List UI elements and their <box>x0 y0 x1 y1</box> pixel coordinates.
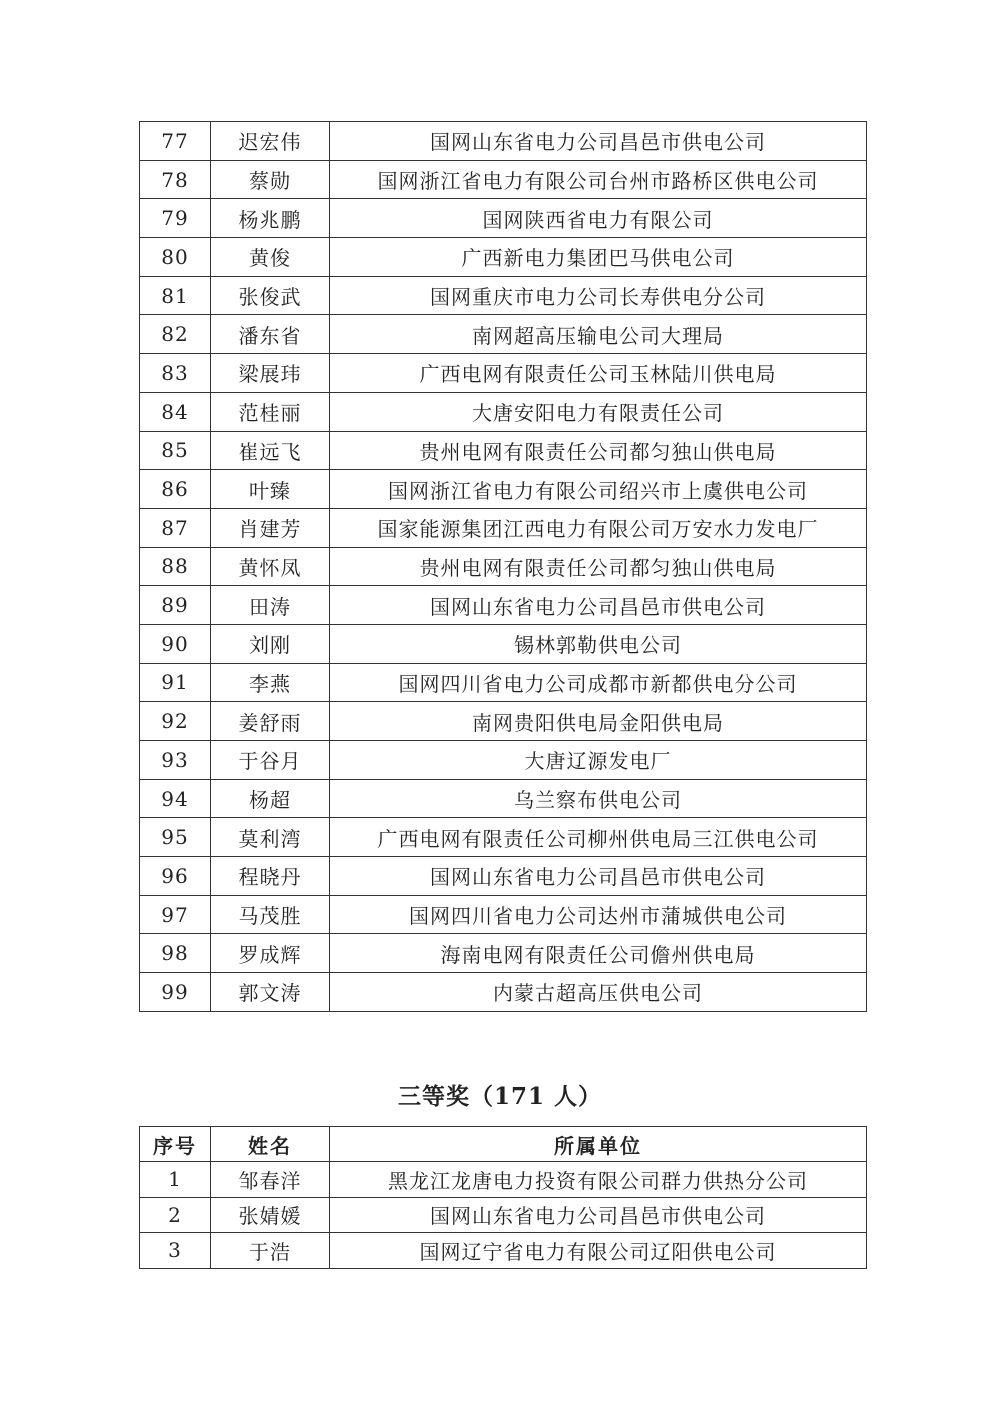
row-name: 刘刚 <box>211 624 330 663</box>
row-unit: 广西电网有限责任公司柳州供电局三江供电公司 <box>330 818 867 857</box>
row-unit: 黑龙江龙唐电力投资有限公司群力供热分公司 <box>330 1162 867 1198</box>
row-name: 叶臻 <box>211 470 330 509</box>
row-index: 90 <box>140 624 211 663</box>
table-row <box>140 508 867 547</box>
row-name: 潘东省 <box>211 315 330 354</box>
row-name: 邹春洋 <box>211 1162 330 1198</box>
row-unit: 国网陕西省电力有限公司 <box>330 199 867 238</box>
row-name: 肖建芳 <box>211 508 330 547</box>
row-unit: 国网重庆市电力公司长寿供电分公司 <box>330 276 867 315</box>
row-name: 姜舒雨 <box>211 702 330 741</box>
row-unit: 大唐辽源发电厂 <box>330 741 867 780</box>
row-unit: 内蒙古超高压供电公司 <box>330 973 867 1012</box>
table-row <box>140 934 867 973</box>
row-name: 李燕 <box>211 663 330 702</box>
row-name: 莫利湾 <box>211 818 330 857</box>
row-unit: 国网山东省电力公司昌邑市供电公司 <box>330 122 867 161</box>
row-index: 99 <box>140 973 211 1012</box>
third-prize-table-header <box>140 1127 867 1162</box>
row-unit: 南网贵阳供电局金阳供电局 <box>330 702 867 741</box>
table-row <box>140 199 867 238</box>
row-unit: 大唐安阳电力有限责任公司 <box>330 392 867 431</box>
row-index: 87 <box>140 508 211 547</box>
row-index: 78 <box>140 160 211 199</box>
table-row <box>140 1197 867 1233</box>
row-unit: 国家能源集团江西电力有限公司万安水力发电厂 <box>330 508 867 547</box>
header-index: 序号 <box>140 1127 211 1162</box>
table-row <box>140 624 867 663</box>
row-unit: 国网山东省电力公司昌邑市供电公司 <box>330 1197 867 1233</box>
table-row <box>140 392 867 431</box>
table-row <box>140 857 867 896</box>
row-index: 88 <box>140 547 211 586</box>
row-index: 2 <box>140 1197 211 1233</box>
row-unit: 国网山东省电力公司昌邑市供电公司 <box>330 586 867 625</box>
table-row <box>140 354 867 393</box>
row-unit: 国网浙江省电力有限公司台州市路桥区供电公司 <box>330 160 867 199</box>
row-index: 98 <box>140 934 211 973</box>
row-name: 梁展玮 <box>211 354 330 393</box>
row-index: 80 <box>140 238 211 277</box>
row-unit: 锡林郭勒供电公司 <box>330 624 867 663</box>
table-row <box>140 1162 867 1198</box>
table-row <box>140 586 867 625</box>
row-unit: 国网山东省电力公司昌邑市供电公司 <box>330 857 867 896</box>
row-name: 张婧媛 <box>211 1197 330 1233</box>
row-unit: 国网四川省电力公司成都市新都供电分公司 <box>330 663 867 702</box>
row-name: 郭文涛 <box>211 973 330 1012</box>
header-row <box>140 1127 867 1162</box>
table-row <box>140 973 867 1012</box>
row-index: 3 <box>140 1233 211 1269</box>
row-index: 91 <box>140 663 211 702</box>
row-index: 92 <box>140 702 211 741</box>
table-row <box>140 431 867 470</box>
table-row <box>140 818 867 857</box>
row-unit: 乌兰察布供电公司 <box>330 779 867 818</box>
row-unit: 南网超高压输电公司大理局 <box>330 315 867 354</box>
row-unit: 贵州电网有限责任公司都匀独山供电局 <box>330 547 867 586</box>
row-name: 马茂胜 <box>211 895 330 934</box>
row-index: 1 <box>140 1162 211 1198</box>
row-index: 89 <box>140 586 211 625</box>
row-index: 77 <box>140 122 211 161</box>
row-name: 罗成辉 <box>211 934 330 973</box>
section-title-third-prize: 三等奖（171 人） <box>397 1083 603 1110</box>
table-row <box>140 895 867 934</box>
table-row <box>140 470 867 509</box>
row-name: 于谷月 <box>211 741 330 780</box>
row-index: 85 <box>140 431 211 470</box>
header-unit: 所属单位 <box>330 1127 867 1162</box>
row-index: 82 <box>140 315 211 354</box>
second-prize-table-body <box>140 122 867 1012</box>
table-row <box>140 702 867 741</box>
table-row <box>140 547 867 586</box>
row-unit: 国网浙江省电力有限公司绍兴市上虞供电公司 <box>330 470 867 509</box>
row-index: 81 <box>140 276 211 315</box>
table-row <box>140 238 867 277</box>
row-index: 94 <box>140 779 211 818</box>
row-index: 95 <box>140 818 211 857</box>
table-row <box>140 315 867 354</box>
third-prize-table-body <box>140 1162 867 1269</box>
row-name: 黄怀凤 <box>211 547 330 586</box>
row-name: 蔡勋 <box>211 160 330 199</box>
row-name: 崔远飞 <box>211 431 330 470</box>
row-index: 84 <box>140 392 211 431</box>
header-name: 姓名 <box>211 1127 330 1162</box>
second-prize-table <box>139 121 867 1012</box>
table-row <box>140 122 867 161</box>
table-row <box>140 741 867 780</box>
row-name: 范桂丽 <box>211 392 330 431</box>
third-prize-table <box>139 1126 867 1269</box>
row-unit: 国网辽宁省电力有限公司辽阳供电公司 <box>330 1233 867 1269</box>
row-name: 于浩 <box>211 1233 330 1269</box>
table-row <box>140 1233 867 1269</box>
row-unit: 海南电网有限责任公司儋州供电局 <box>330 934 867 973</box>
row-unit: 广西电网有限责任公司玉林陆川供电局 <box>330 354 867 393</box>
row-name: 张俊武 <box>211 276 330 315</box>
row-index: 96 <box>140 857 211 896</box>
row-index: 97 <box>140 895 211 934</box>
row-name: 程晓丹 <box>211 857 330 896</box>
row-unit: 广西新电力集团巴马供电公司 <box>330 238 867 277</box>
row-unit: 国网四川省电力公司达州市蒲城供电公司 <box>330 895 867 934</box>
row-name: 杨兆鹏 <box>211 199 330 238</box>
table-row <box>140 276 867 315</box>
row-name: 黄俊 <box>211 238 330 277</box>
row-index: 93 <box>140 741 211 780</box>
row-unit: 贵州电网有限责任公司都匀独山供电局 <box>330 431 867 470</box>
table-row <box>140 160 867 199</box>
row-index: 83 <box>140 354 211 393</box>
table-row <box>140 663 867 702</box>
row-name: 杨超 <box>211 779 330 818</box>
row-index: 79 <box>140 199 211 238</box>
row-index: 86 <box>140 470 211 509</box>
table-row <box>140 779 867 818</box>
row-name: 迟宏伟 <box>211 122 330 161</box>
row-name: 田涛 <box>211 586 330 625</box>
